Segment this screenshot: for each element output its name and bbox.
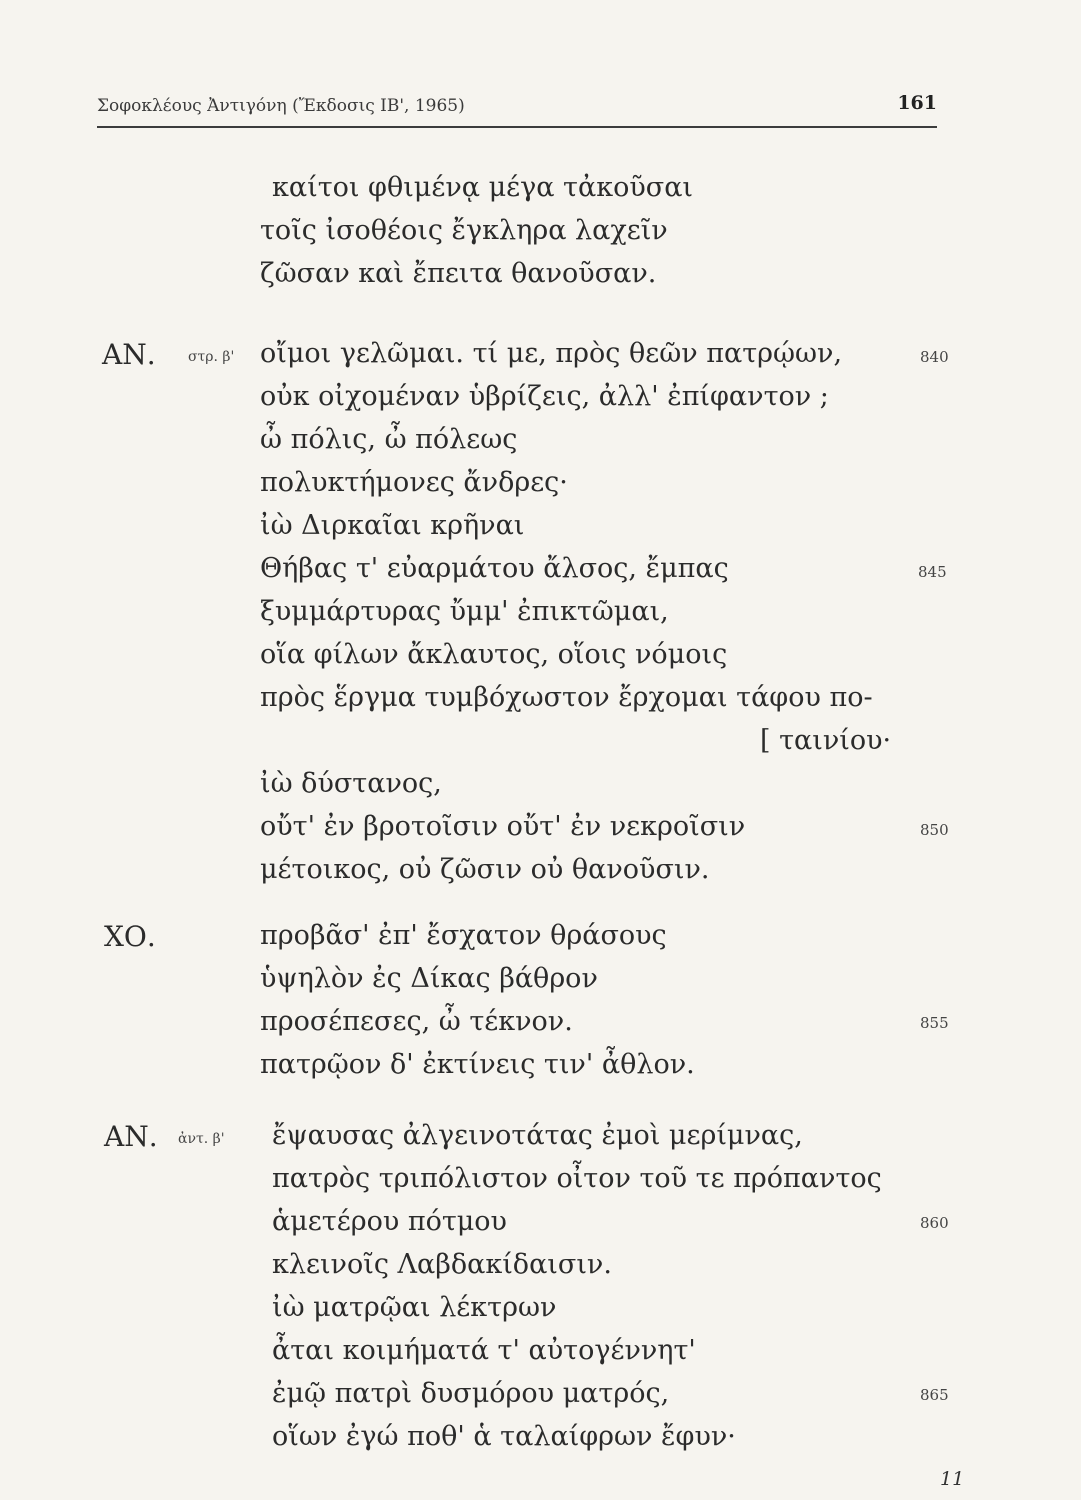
verse-line: μέτοικος, οὐ ζῶσιν οὐ θανοῦσιν. <box>260 854 710 885</box>
verse-line: πατρῷον δ' ἐκτίνεις τιν' ἆθλον. <box>260 1049 695 1080</box>
verse-line: Θήβας τ' εὐαρμάτου ἄλσος, ἔμπας <box>260 553 729 584</box>
verse-line: ἰὼ Διρκαῖαι κρῆναι <box>260 510 525 541</box>
signature-mark: 11 <box>940 1468 965 1490</box>
verse-line: οἵων ἐγώ ποθ' ἁ ταλαίφρων ἔφυν· <box>272 1421 736 1452</box>
strophe-note: ἀντ. β' <box>178 1131 225 1147</box>
running-head: Σοφοκλέους Ἀντιγόνη (Ἔκδοσις ΙΒ', 1965) <box>97 96 465 116</box>
verse-line: ἆται κοιμήματά τ' αὐτογέννητ' <box>272 1335 696 1366</box>
verse-line: οἵα φίλων ἄκλαυτος, οἵοις νόμοις <box>260 639 728 670</box>
line-number: 840 <box>920 348 949 366</box>
line-number: 865 <box>920 1386 949 1404</box>
verse-line: καίτοι φθιμένᾳ μέγα τἀκοῦσαι <box>272 172 694 203</box>
verse-line: οὐκ οἰχομέναν ὑβρίζεις, ἀλλ' ἐπίφαντον ; <box>260 381 829 412</box>
line-number: 850 <box>920 821 949 839</box>
line-number: 860 <box>920 1214 949 1232</box>
verse-line: πρὸς ἕργμα τυμβόχωστον ἔρχομαι τάφου πο- <box>260 682 873 713</box>
strophe-note: στρ. β' <box>188 349 235 365</box>
verse-line: οἴμοι γελῶμαι. τί με, πρὸς θεῶν πατρῴων, <box>260 338 843 369</box>
line-number: 845 <box>918 563 947 581</box>
verse-line: ζῶσαν καὶ ἔπειτα θανοῦσαν. <box>260 258 657 289</box>
verse-line: ἁμετέρου πότμου <box>272 1206 507 1237</box>
verse-line: ἔψαυσας ἀλγεινοτάτας ἐμοὶ μερίμνας, <box>272 1120 803 1151</box>
verse-line: τοῖς ἰσοθέοις ἔγκληρα λαχεῖν <box>260 215 668 246</box>
speaker-label: ΑΝ. <box>102 338 156 371</box>
speaker-label: ΑΝ. <box>104 1120 158 1153</box>
verse-line-continuation: [ ταινίου· <box>760 725 892 756</box>
verse-line: προσέπεσες, ὦ τέκνον. <box>260 1006 573 1037</box>
verse-line: ἰὼ δύστανος, <box>260 768 442 799</box>
speaker-label: ΧΟ. <box>104 920 156 953</box>
verse-line: ὑψηλὸν ἐς Δίκας βάθρον <box>260 963 598 994</box>
verse-line: ὦ πόλις, ὦ πόλεως <box>260 424 518 455</box>
verse-line: οὔτ' ἐν βροτοῖσιν οὔτ' ἐν νεκροῖσιν <box>260 811 746 842</box>
verse-line: κλεινοῖς Λαβδακίδαισιν. <box>272 1249 612 1280</box>
verse-line: προβᾶσ' ἐπ' ἔσχατον θράσους <box>260 920 667 951</box>
verse-line: ἰὼ ματρῷαι λέκτρων <box>272 1292 557 1323</box>
verse-line: πατρὸς τριπόλιστον οἶτον τοῦ τε πρόπαντος <box>272 1163 882 1194</box>
verse-line: ξυμμάρτυρας ὔμμ' ἐπικτῶμαι, <box>260 596 669 627</box>
line-number: 855 <box>920 1014 949 1032</box>
header-rule <box>97 126 937 128</box>
verse-line: πολυκτήμονες ἄνδρες· <box>260 467 568 498</box>
verse-line: ἐμῷ πατρὶ δυσμόρου ματρός, <box>272 1378 670 1409</box>
page-number: 161 <box>897 92 937 114</box>
